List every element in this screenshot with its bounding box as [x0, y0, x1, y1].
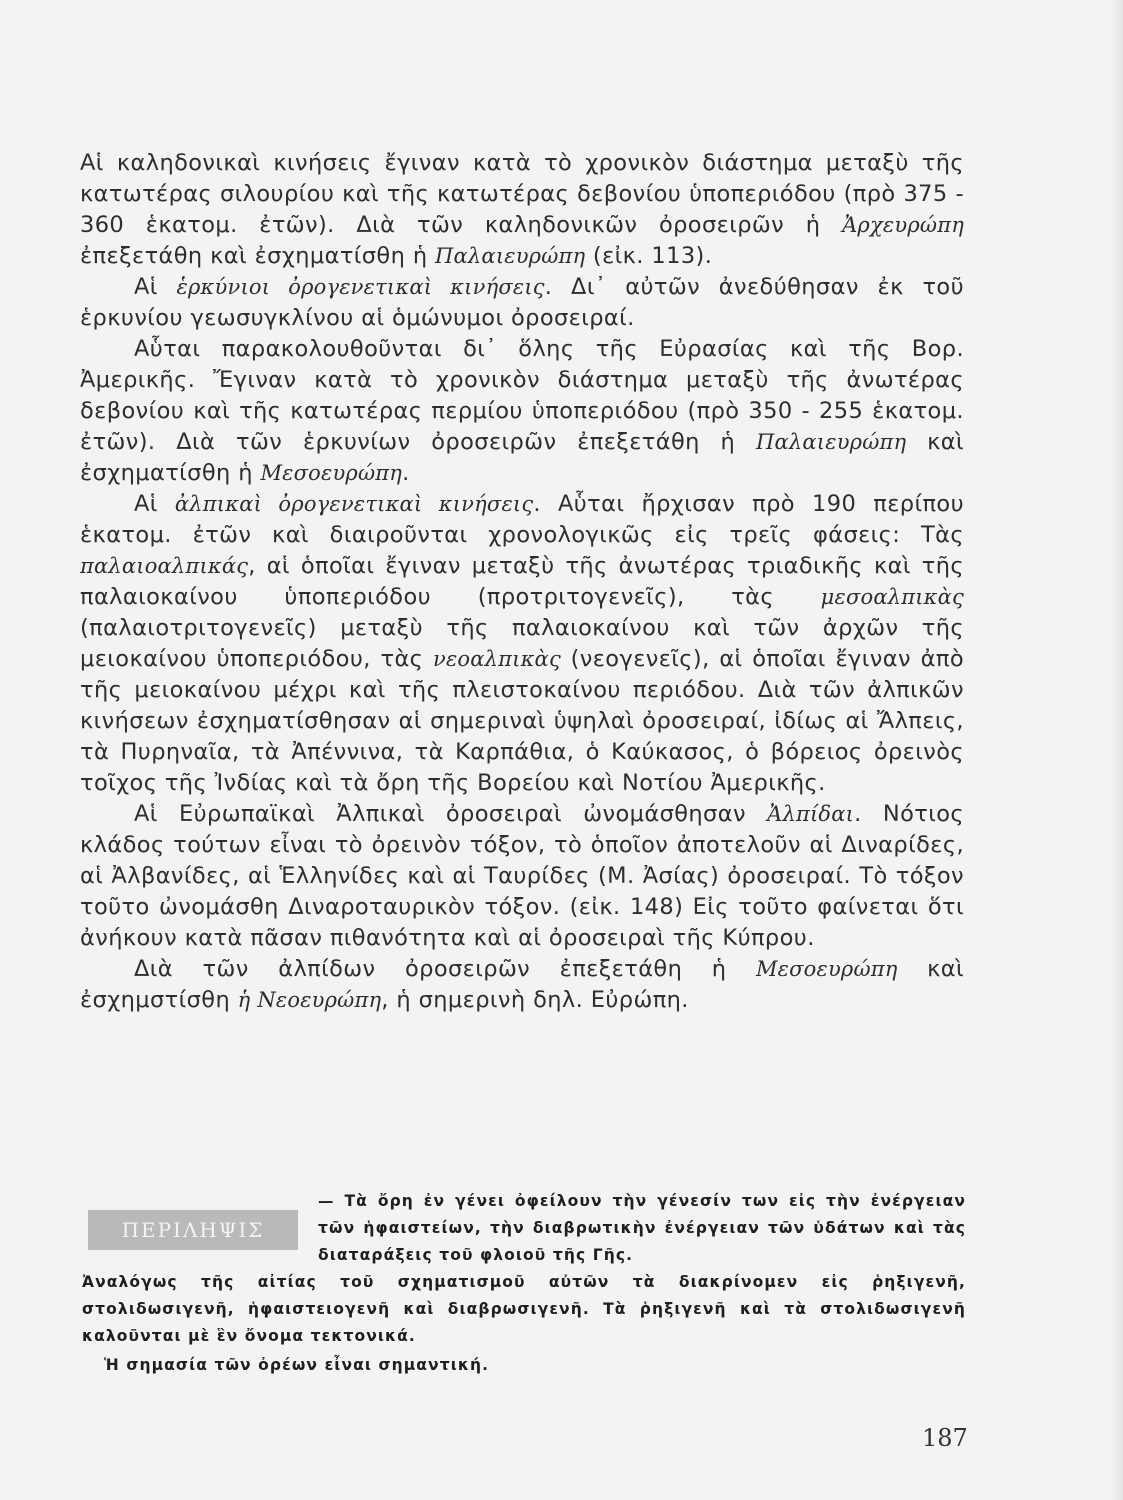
- summary-label: ΠΕΡΙΛΗΨΙΣ: [88, 1210, 298, 1250]
- page-number: 187: [922, 1424, 968, 1452]
- text-run: Αἱ Εὐρωπαϊκαὶ Ἀλπικαὶ ὀροσειραὶ ὠνομάσθησαν: [134, 801, 768, 827]
- paragraph-hercynian-details: [80, 334, 964, 489]
- italic-term: παλαιοαλπικάς: [80, 554, 249, 578]
- summary-box: [82, 1188, 966, 1379]
- summary-importance: Ἡ σημασία τῶν ὀρέων εἶναι σημαντική.: [104, 1356, 490, 1374]
- paragraph-caledonian: [80, 148, 964, 272]
- text-run: , ἡ σημερινὴ δηλ. Εὐρώπη.: [381, 987, 689, 1013]
- text-run: Αὗται παρακολουθοῦνται δι᾽ ὅλης τῆς Εὐρασίας καὶ τῆς Βορ. Ἀμερικῆς. Ἔγιναν κατὰ τὸ χρονικὸν διάστημα μεταξὺ τῆς ἀνωτέρας δεβονίου καὶ τῆς κατωτέρας περμίου ὑποπεριόδου (πρὸ 350 - 255 ἑκατομ. ἐτῶν). Διὰ τῶν ἑρκυνίων ὀροσειρῶν ἐπεξετάθη ἡ: [80, 336, 964, 455]
- italic-term: Μεσοευρώπη: [755, 957, 898, 981]
- paragraph-alpine: [80, 489, 964, 799]
- text-run: . Δι᾽ αὐτῶν ἀνεδύθησαν ἐκ τοῦ ἑρκυνίου γεωσυγκλίνου αἱ ὁμώνυμοι ὀροσειραί.: [80, 274, 965, 331]
- italic-term: ἡ Νεοευρώπη: [237, 988, 382, 1012]
- italic-term: ἑρκύνιοι ὀρογενετικαὶ κινήσεις: [176, 275, 545, 299]
- text-run: . Νότιος κλάδος τούτων εἶναι τὸ ὀρεινὸν τόξον, τὸ ὁποῖον ἀποτελοῦν αἱ Διναρίδες, αἱ Ἀλβανίδες, αἱ Ἑλληνίδες καὶ αἱ Ταυρίδες (Μ. Ἀσίας) ὀροσειραί. Τὸ τόξον τοῦτο ὠνομάσθη Διναροταυρικὸν τόξον. (εἰκ. 148) Εἰς τοῦτο φαίνεται ὅτι ἀνήκουν κατὰ πᾶσαν πιθανότητα καὶ αἱ ὀροσειραὶ τῆς Κύπρου.: [80, 801, 964, 951]
- italic-term: Παλαιευρώπη: [756, 430, 907, 454]
- text-run: (νεογενεῖς), αἱ ὁποῖαι ἔγιναν ἀπὸ τῆς μειοκαίνου μέχρι καὶ τῆς πλειστοκαίνου περιόδου. Διὰ τῶν ἀλπικῶν κινήσεων ἐσχηματίσθησαν αἱ σημεριναὶ ὑψηλαὶ ὀροσειραί, ἰδίως αἱ Ἄλπεις, τὰ Πυρηναῖα, τὰ Ἀπέννινα, τὰ Καρπάθια, ὁ Καύκασος, ὁ βόρειος ὀρεινὸς τοῖχος τῆς Ἰνδίας καὶ τὰ ὄρη τῆς Βορείου καὶ Νοτίου Ἀμερικῆς.: [80, 646, 964, 796]
- paragraph-neoeurope: [80, 954, 964, 1016]
- italic-term: νεοαλπικὰς: [432, 647, 561, 671]
- text-run: καὶ ἐσχημστίσθη: [80, 956, 964, 1013]
- text-run: Διὰ τῶν ἀλπίδων ὀροσειρῶν ἐπεξετάθη ἡ: [134, 956, 756, 982]
- text-run: .: [402, 460, 410, 486]
- text-run: . Αὗται ἤρχισαν πρὸ 190 περίπου ἑκατομ. ἐτῶν καὶ διαιροῦνται χρονολογικῶς εἰς τρεῖς φάσεις: Τὰς: [80, 491, 965, 548]
- paragraph-alpides: [80, 799, 964, 954]
- text-run: ἐπεξετάθη καὶ ἐσχηματίσθη ἡ: [80, 243, 436, 269]
- italic-term: Παλαιευρώπη: [435, 244, 586, 268]
- italic-term: μεσοαλπικὰς: [820, 585, 964, 609]
- text-run: (εἰκ. 113).: [585, 243, 713, 269]
- summary-first-sentence: — Τὰ ὄρη ἐν γένει ὀφείλουν τὴν γένεσίν των εἰς τὴν ἐνέργειαν τῶν ἡφαιστείων, τὴν διαβρωτικὴν ἐνέργειαν τῶν ὑδάτων καὶ τὰς διαταράξεις τοῦ φλοιοῦ τῆς Γῆς.: [318, 1192, 966, 1264]
- summary-classification: Ἀναλόγως τῆς αἰτίας τοῦ σχηματισμοῦ αὐτῶν τὰ διακρίνομεν εἰς ῥηξιγενῆ, στολιδωσιγενῆ, ἡφαιστειογενῆ καὶ διαβρωσιγενῆ. Τὰ ῥηξιγενῆ καὶ τὰ στολιδωσιγενῆ καλοῦνται μὲ ἓν ὄνομα τεκτονικά.: [82, 1273, 966, 1345]
- page-edge-shadow: [1109, 0, 1123, 1500]
- text-run: , αἱ ὁποῖαι ἔγιναν μεταξὺ τῆς ἀνωτέρας τριαδικῆς καὶ τῆς παλαιοκαίνου ὑποπεριόδου (προτριτογενεῖς), τὰς: [80, 553, 964, 610]
- body-text: [80, 148, 964, 1016]
- text-run: καὶ ἐσχηματίσθη ἡ: [80, 429, 964, 486]
- italic-term: Μεσοευρώπη: [260, 461, 403, 485]
- text-run: Αἱ: [134, 491, 175, 517]
- italic-term: Ἀλπίδαι: [767, 802, 855, 826]
- italic-term: ἀλπικαὶ ὀρογενετικαὶ κινήσεις: [174, 492, 534, 516]
- text-run: Αἱ καληδονικαὶ κινήσεις ἔγιναν κατὰ τὸ χρονικὸν διάστημα μεταξὺ τῆς κατωτέρας σιλουρίου καὶ τῆς κατωτέρας δεβονίου ὑποπεριόδου (πρὸ 375 - 360 ἑκατομ. ἐτῶν). Διὰ τῶν καληδονικῶν ὀροσειρῶν ἡ: [80, 150, 964, 238]
- italic-term: Ἀρχευρώπη: [842, 213, 964, 237]
- paragraph-hercynian: [80, 272, 964, 334]
- text-run: (παλαιοτριτογενεῖς) μεταξὺ τῆς παλαιοκαίνου καὶ τῶν ἀρχῶν τῆς μειοκαίνου ὑποπεριόδου, τὰς: [80, 615, 964, 672]
- text-run: Αἱ: [134, 274, 177, 300]
